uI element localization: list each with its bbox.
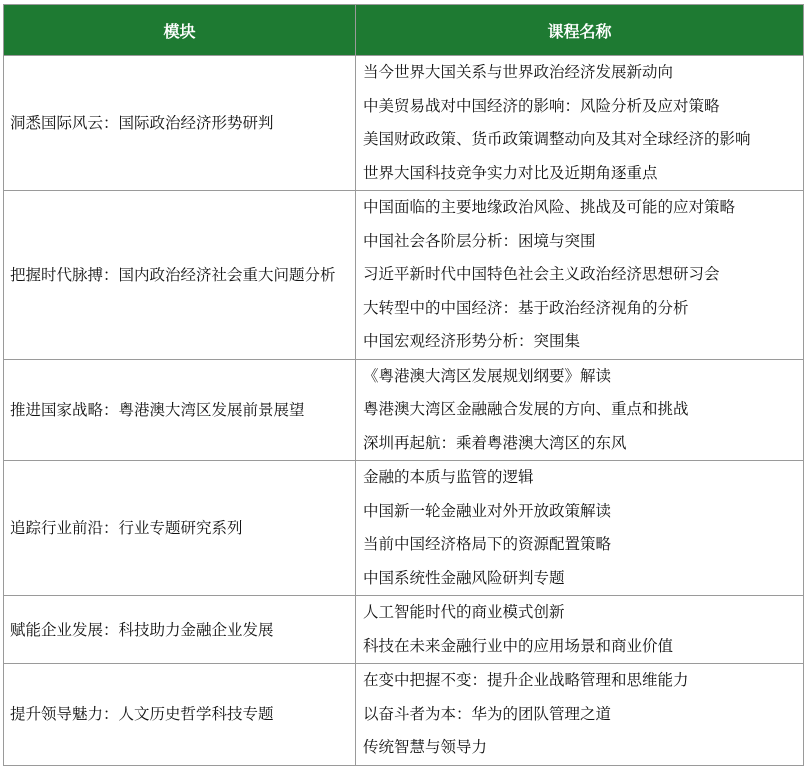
- course-item: 金融的本质与监管的逻辑: [363, 468, 534, 486]
- module-cell: 把握时代脉搏：国内政治经济社会重大问题分析: [4, 191, 356, 360]
- course-list: [363, 596, 803, 663]
- course-item: 以奋斗者为本：华为的团队管理之道: [363, 704, 612, 723]
- courses-cell: [356, 664, 804, 766]
- table-row: [4, 56, 804, 191]
- course-list: [363, 360, 803, 461]
- course-table: [3, 4, 804, 766]
- course-item: 传统智慧与领导力: [363, 738, 488, 756]
- courses-cell: [356, 596, 804, 664]
- table-row: [4, 664, 804, 766]
- course-item: 《粤港澳大湾区发展规划纲要》解读: [363, 366, 612, 385]
- courses-cell: [356, 359, 804, 461]
- module-cell: 追踪行业前沿：行业专题研究系列: [4, 461, 356, 596]
- header-row: [4, 5, 804, 56]
- header-course-name: 课程名称: [356, 5, 804, 56]
- course-list: [363, 664, 803, 765]
- course-item: 习近平新时代中国特色社会主义政治经济思想研习会: [363, 265, 720, 283]
- course-item: 当今世界大国关系与世界政治经济发展新动向: [363, 63, 674, 81]
- course-list: [363, 461, 803, 595]
- courses-cell: [356, 191, 804, 360]
- course-item: 中国社会各阶层分析：困境与突围: [363, 231, 596, 250]
- course-item: 世界大国科技竞争实力对比及近期角逐重点: [363, 163, 658, 182]
- table-row: [4, 191, 804, 360]
- course-item: 中国宏观经济形势分析：突围集: [363, 332, 581, 350]
- table-row: [4, 359, 804, 461]
- module-cell: 洞悉国际风云：国际政治经济形势研判: [4, 56, 356, 191]
- table-row: [4, 596, 804, 664]
- course-item: 中国系统性金融风险研判专题: [363, 568, 565, 587]
- module-cell: 提升领导魅力：人文历史哲学科技专题: [4, 664, 356, 766]
- course-item: 当前中国经济格局下的资源配置策略: [363, 535, 612, 553]
- course-list: [363, 191, 803, 359]
- course-item: 中国新一轮金融业对外开放政策解读: [363, 501, 612, 520]
- course-item: 中美贸易战对中国经济的影响：风险分析及应对策略: [363, 96, 720, 115]
- table-row: [4, 461, 804, 596]
- courses-cell: [356, 56, 804, 191]
- course-list: [363, 56, 803, 190]
- course-item: 粤港澳大湾区金融融合发展的方向、重点和挑战: [363, 400, 689, 418]
- courses-cell: [356, 461, 804, 596]
- header-module: 模块: [4, 5, 356, 56]
- course-item: 人工智能时代的商业模式创新: [363, 603, 565, 621]
- course-item: 大转型中的中国经济：基于政治经济视角的分析: [363, 298, 689, 317]
- module-cell: 赋能企业发展：科技助力金融企业发展: [4, 596, 356, 664]
- course-item: 中国面临的主要地缘政治风险、挑战及可能的应对策略: [363, 198, 736, 216]
- course-item: 美国财政政策、货币政策调整动向及其对全球经济的影响: [363, 130, 751, 148]
- course-item: 科技在未来金融行业中的应用场景和商业价值: [363, 636, 674, 655]
- course-item: 深圳再起航：乘着粤港澳大湾区的东风: [363, 433, 627, 452]
- module-cell: 推进国家战略：粤港澳大湾区发展前景展望: [4, 359, 356, 461]
- course-item: 在变中把握不变：提升企业战略管理和思维能力: [363, 671, 689, 689]
